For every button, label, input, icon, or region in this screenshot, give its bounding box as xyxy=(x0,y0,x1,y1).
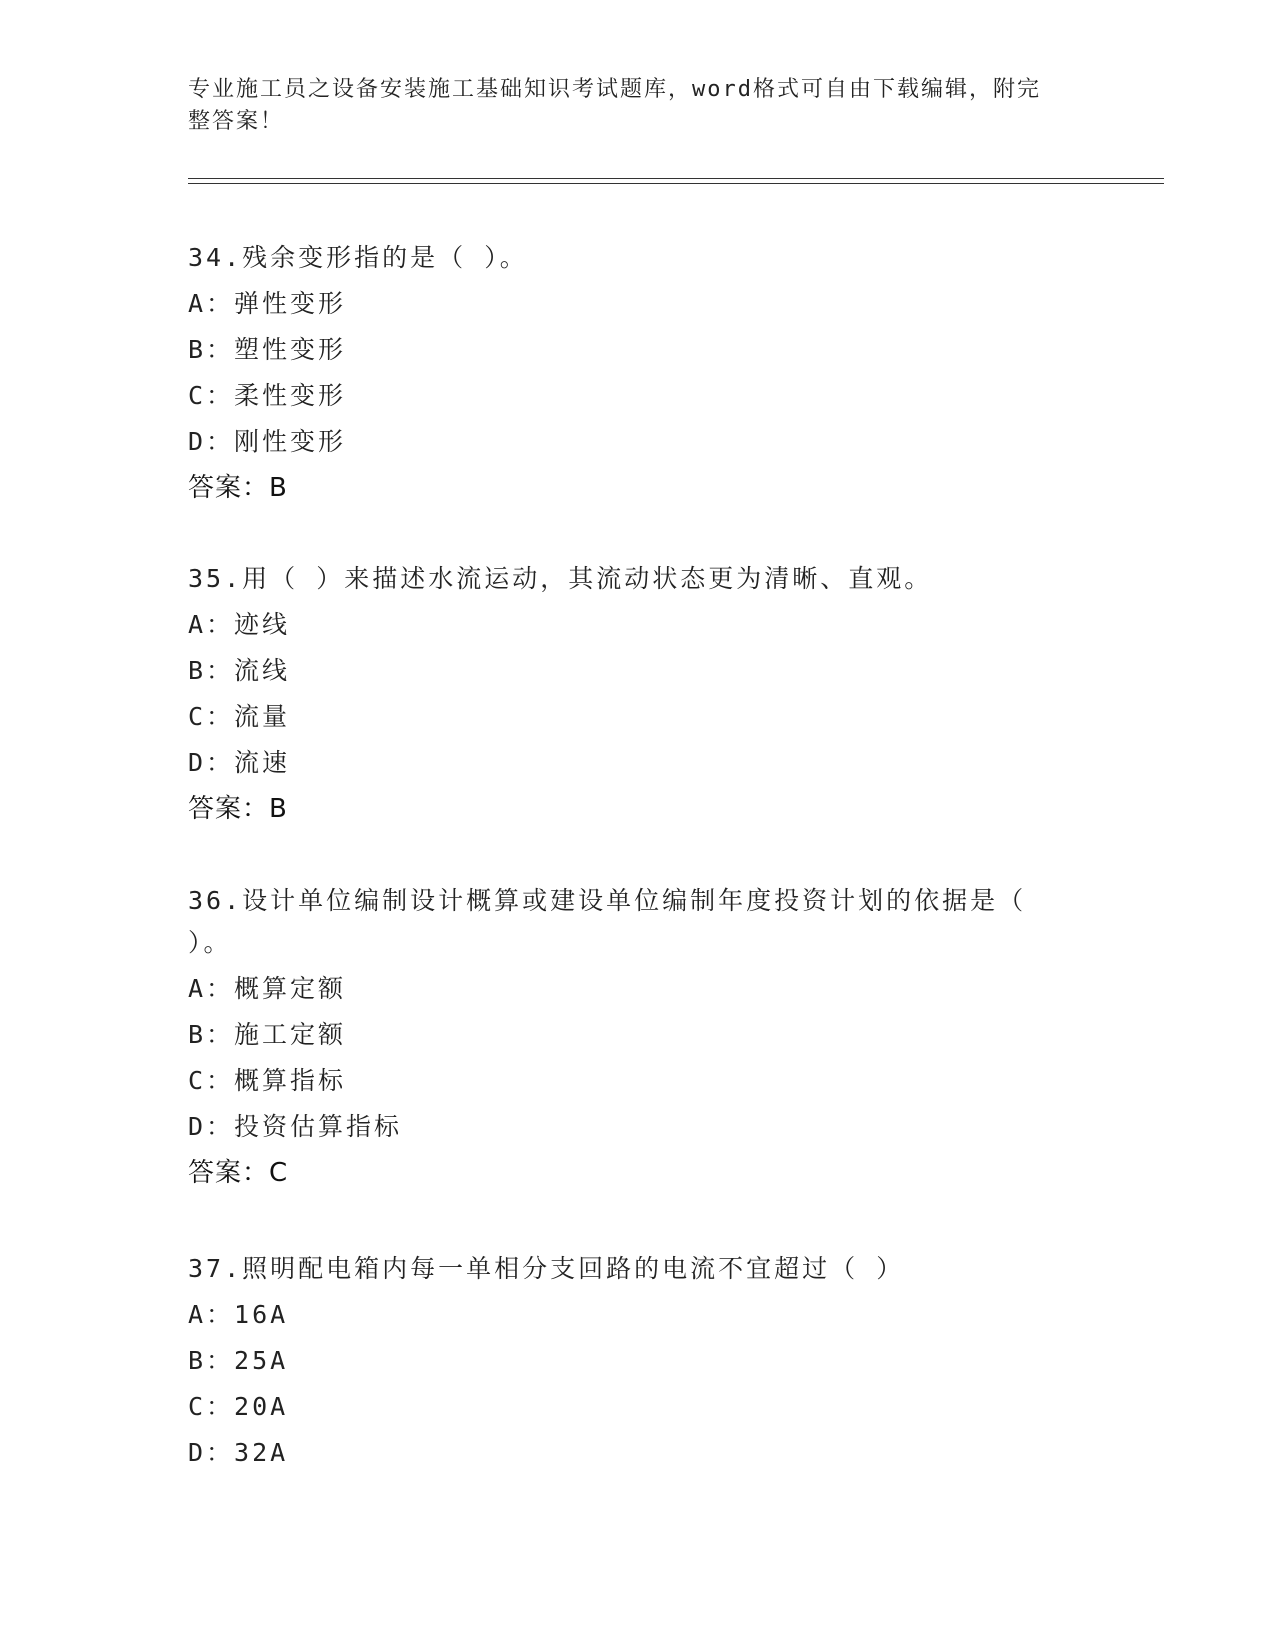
header-divider-top xyxy=(188,178,1164,179)
answer-line: 答案：B xyxy=(188,794,288,824)
option-b: B：施工定额 xyxy=(188,1020,347,1049)
option-a: A：弹性变形 xyxy=(188,289,347,318)
question-37 xyxy=(188,1253,1088,1469)
option-c: C：概算指标 xyxy=(188,1066,347,1095)
question-stem: 34.残余变形指的是（ ）。 xyxy=(188,243,528,272)
question-34 xyxy=(188,242,1088,504)
option-c: C：流量 xyxy=(188,702,291,731)
answer-line: 答案：C xyxy=(188,1158,289,1188)
question-stem: 37.照明配电箱内每一单相分支回路的电流不宜超过（ ） xyxy=(188,1254,905,1283)
option-b: B：25A xyxy=(188,1346,289,1375)
option-b: B：流线 xyxy=(188,656,291,685)
option-d: D：投资估算指标 xyxy=(188,1112,403,1141)
header-divider-bottom xyxy=(188,183,1164,184)
answer-line: 答案：B xyxy=(188,473,288,503)
option-b: B：塑性变形 xyxy=(188,335,347,364)
option-c: C：柔性变形 xyxy=(188,381,347,410)
option-c: C：20A xyxy=(188,1392,289,1421)
option-d: D：刚性变形 xyxy=(188,427,347,456)
header-line-1: 专业施工员之设备安装施工基础知识考试题库，word格式可自由下载编辑，附完 xyxy=(188,77,1041,102)
document-header xyxy=(188,74,1088,138)
header-line-2: 整答案！ xyxy=(188,109,285,134)
question-stem: 35.用（ ）来描述水流运动，其流动状态更为清晰、直观。 xyxy=(188,564,933,593)
option-a: A：16A xyxy=(188,1300,289,1329)
question-stem-line-1: 36.设计单位编制设计概算或建设单位编制年度投资计划的依据是（ xyxy=(188,886,1027,915)
option-a: A：迹线 xyxy=(188,610,291,639)
option-d: D：32A xyxy=(188,1438,289,1467)
option-d: D：流速 xyxy=(188,748,291,777)
option-a: A：概算定额 xyxy=(188,974,347,1003)
question-35 xyxy=(188,563,1088,825)
question-36 xyxy=(188,885,1088,1189)
question-stem-line-2: ）。 xyxy=(188,928,232,957)
